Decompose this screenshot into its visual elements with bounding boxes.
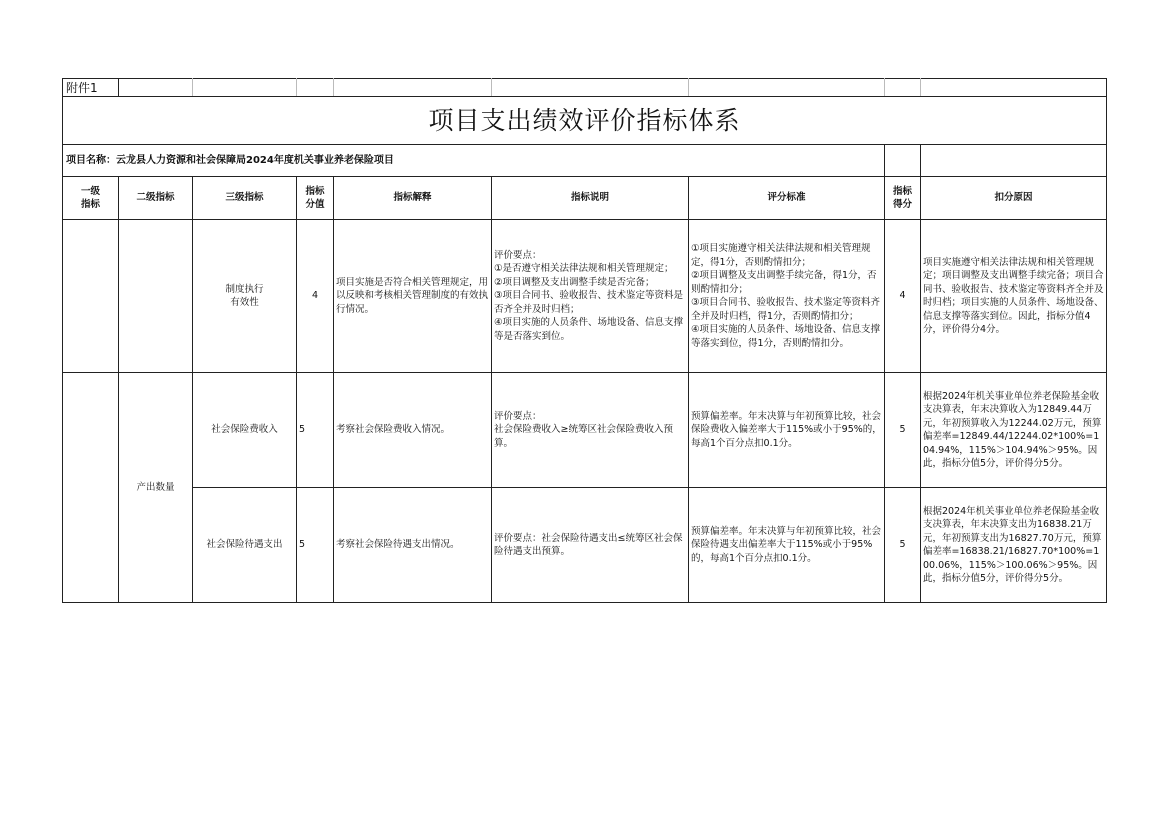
cell-got-score: 5 [885,488,921,603]
cell-got-score: 4 [885,220,921,373]
evaluation-table [62,78,1107,603]
cell-description: 评价要点： 社会保险费收入≥统筹区社会保险费收入预算。 [492,373,689,488]
title-row [63,97,1107,145]
project-name: 项目名称：云龙县人力资源和社会保障局2024年度机关事业养老保险项目 [63,145,885,177]
cell-score: 4 [297,220,334,373]
cell-criteria: ①项目实施遵守相关法律法规和相关管理规定，得1分，否则酌情扣分； ②项目调整及支出调整手续完备，得1分，否则酌情扣分； ③项目合同书、验收报告、技术鉴定等资料齐全并及时归档，得1分，否则酌情扣分； ④项目实施的人员条件、场地设备、信息支撑等落实到位，得1分，否则酌情扣分。 [689,220,885,373]
cell-score: 5 [297,488,334,603]
header-explanation: 指标解释 [334,177,492,220]
cell-level2 [119,220,193,373]
table-row [63,373,1107,488]
cell-criteria: 预算偏差率。年末决算与年初预算比较，社会保险费收入偏差率大于115%或小于95%的，每高1个百分点扣0.1分。 [689,373,885,488]
cell-score: 5 [297,373,334,488]
cell-level3: 社会保险费收入 [193,373,297,488]
cell-reason: 项目实施遵守相关法律法规和相关管理规定；项目调整及支出调整手续完备；项目合同书、验收报告、技术鉴定等资料齐全并及时归档；项目实施的人员条件、场地设备、信息支撑等落实到位。因此，指标分值4分，评价得分4分。 [921,220,1107,373]
cell-level3: 社会保险待遇支出 [193,488,297,603]
table-row [63,220,1107,373]
cell-level1 [63,220,119,373]
attachment-label: 附件1 [63,79,119,97]
cell-explanation: 项目实施是否符合相关管理规定，用以反映和考核相关管理制度的有效执行情况。 [334,220,492,373]
header-level3: 三级指标 [193,177,297,220]
header-level1: 一级指标 [63,177,119,220]
cell-level2: 产出数量 [119,373,193,603]
cell-reason: 根据2024年机关事业单位养老保险基金收支决算表，年末决算支出为16838.21万元，年初预算支出为16827.70万元，预算偏差率=16838.21/16827.70*100%=100.06%，115%＞100.06%＞95%。因此，指标分值5分，评价得分5分。 [921,488,1107,603]
header-description: 指标说明 [492,177,689,220]
cell-reason: 根据2024年机关事业单位养老保险基金收支决算表，年末决算收入为12849.44万元，年初预算收入为12244.02万元，预算偏差率=12849.44/12244.02*100%=104.94%，115%＞104.94%＞95%。因此，指标分值5分，评价得分5分。 [921,373,1107,488]
cell-description: 评价要点： ①是否遵守相关法律法规和相关管理规定； ②项目调整及支出调整手续是否完备； ③项目合同书、验收报告、技术鉴定等资料是否齐全并及时归档； ④项目实施的人员条件、场地设备、信息支撑等是否落实到位。 [492,220,689,373]
cell-explanation: 考察社会保险待遇支出情况。 [334,488,492,603]
header-score: 指标分值 [297,177,334,220]
cell-description: 评价要点：社会保险待遇支出≤统筹区社会保险待遇支出预算。 [492,488,689,603]
attachment-row [63,79,1107,97]
header-got-score: 指标得分 [885,177,921,220]
cell-level3: 制度执行有效性 [193,220,297,373]
header-reason: 扣分原因 [921,177,1107,220]
cell-explanation: 考察社会保险费收入情况。 [334,373,492,488]
project-row [63,145,1107,177]
cell-criteria: 预算偏差率。年末决算与年初预算比较，社会保险待遇支出偏差率大于115%或小于95%的，每高1个百分点扣0.1分。 [689,488,885,603]
header-criteria: 评分标准 [689,177,885,220]
table-row [63,488,1107,603]
cell-level1 [63,373,119,603]
page-title: 项目支出绩效评价指标体系 [63,97,1107,145]
cell-got-score: 5 [885,373,921,488]
header-row [63,177,1107,220]
header-level2: 二级指标 [119,177,193,220]
